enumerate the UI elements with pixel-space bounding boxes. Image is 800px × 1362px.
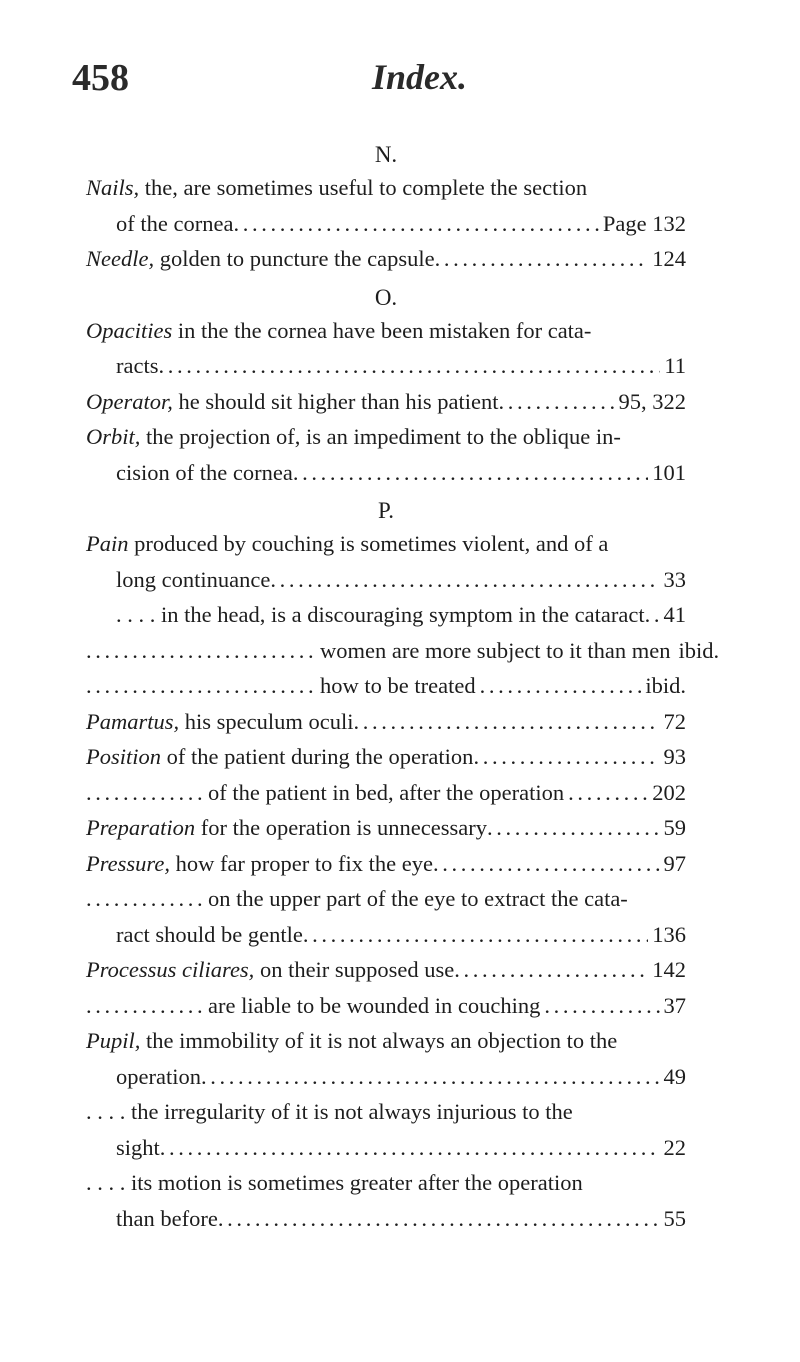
index-entry-cont: racts . . . 11 — [86, 348, 686, 384]
index-entry-cont: operation . . . 49 — [86, 1059, 686, 1095]
index-entry: . . . . in the head, is a discouraging symptom in the cataract . . . 41 — [86, 597, 686, 633]
index-entry-cont: of the cornea . . . Page 132 — [86, 206, 686, 242]
index-entry: Orbit, the projection of, is an impediment to the oblique in- — [86, 424, 621, 449]
page-ref: 49 — [663, 1063, 686, 1089]
index-entry-cont: than before . . . 55 — [86, 1201, 686, 1237]
page-ref: 101 — [652, 459, 686, 485]
index-entry: Nails, the, are sometimes useful to complete the section — [86, 175, 588, 200]
page-ref: 37 — [663, 992, 686, 1018]
index-entry: Pamartus, his speculum oculi . . . 72 — [86, 704, 686, 740]
page-ref: 97 — [663, 850, 686, 876]
index-entry: Operator, he should sit higher than his patient . . . 95, 322 — [86, 384, 686, 420]
index-entry: Pressure, how far proper to fix the eye . . . 97 — [86, 846, 686, 882]
page-header — [0, 56, 800, 99]
page-ref: ibid. — [678, 637, 720, 663]
index-entry: Preparation for the operation is unnecessary . . . 59 — [86, 810, 686, 846]
page-ref: 55 — [663, 1205, 686, 1231]
page-ref: Page 132 — [602, 210, 686, 236]
page-ref: 41 — [663, 602, 686, 627]
page-ref: 95, 322 — [618, 388, 686, 414]
index-entry-cont: cision of the cornea . . . 101 — [86, 455, 686, 491]
running-title: Index. — [372, 57, 468, 97]
index-entry: . . . . its motion is sometimes greater after the operation — [86, 1170, 583, 1195]
index-entry: . . . are liable to be wounded in couching . . . 37 — [86, 988, 686, 1024]
section-letter-n: N. — [374, 142, 398, 167]
page-ref: 33 — [663, 566, 686, 592]
page-ref: 124 — [652, 246, 686, 271]
index-entry: Opacities in the the cornea have been mistaken for cata- — [86, 317, 592, 343]
page-ref: 72 — [663, 708, 686, 734]
index-entry: Position of the patient during the operation . . . 93 — [86, 739, 686, 775]
index-entry: Pain produced by couching is sometimes violent, and of a — [86, 531, 609, 556]
index-entry: . . . how to be treated . . . ibid. — [86, 668, 686, 704]
index-entry: . . . of the patient in bed, after the operation . . . 202 — [86, 775, 686, 811]
index-entry: . . . women are more subject to it than men ibid. — [86, 633, 686, 669]
page-ref: 136 — [652, 921, 686, 947]
page-ref: 142 — [652, 957, 686, 982]
page-number: 458 — [72, 57, 129, 99]
section-letter-o: O. — [374, 284, 398, 310]
index-entry: Processus ciliares, on their supposed use . . . 142 — [86, 952, 686, 988]
index-entry: Needle, golden to puncture the capsule . . . 124 — [86, 241, 686, 277]
index-entry-cont: long continuance . . . 33 — [86, 562, 686, 598]
page-ref: 93 — [663, 744, 686, 769]
section-letter-p: P. — [378, 498, 394, 523]
page-ref: 22 — [663, 1134, 686, 1160]
page-ref: 59 — [663, 815, 686, 840]
page-ref: 202 — [652, 779, 686, 805]
index-content — [86, 140, 720, 1236]
index-entry-cont: sight . . . 22 — [86, 1130, 686, 1166]
page-ref: ibid. — [645, 673, 686, 698]
index-entry: . . . . the irregularity of it is not always injurious to the — [86, 1099, 573, 1124]
index-entry: . . . on the upper part of the eye to extract the cata- — [86, 881, 686, 917]
page-ref: 11 — [664, 353, 686, 378]
index-entry-cont: ract should be gentle . . . 136 — [86, 917, 686, 953]
index-entry: Pupil, the immobility of it is not always an objection to the — [86, 1028, 618, 1053]
